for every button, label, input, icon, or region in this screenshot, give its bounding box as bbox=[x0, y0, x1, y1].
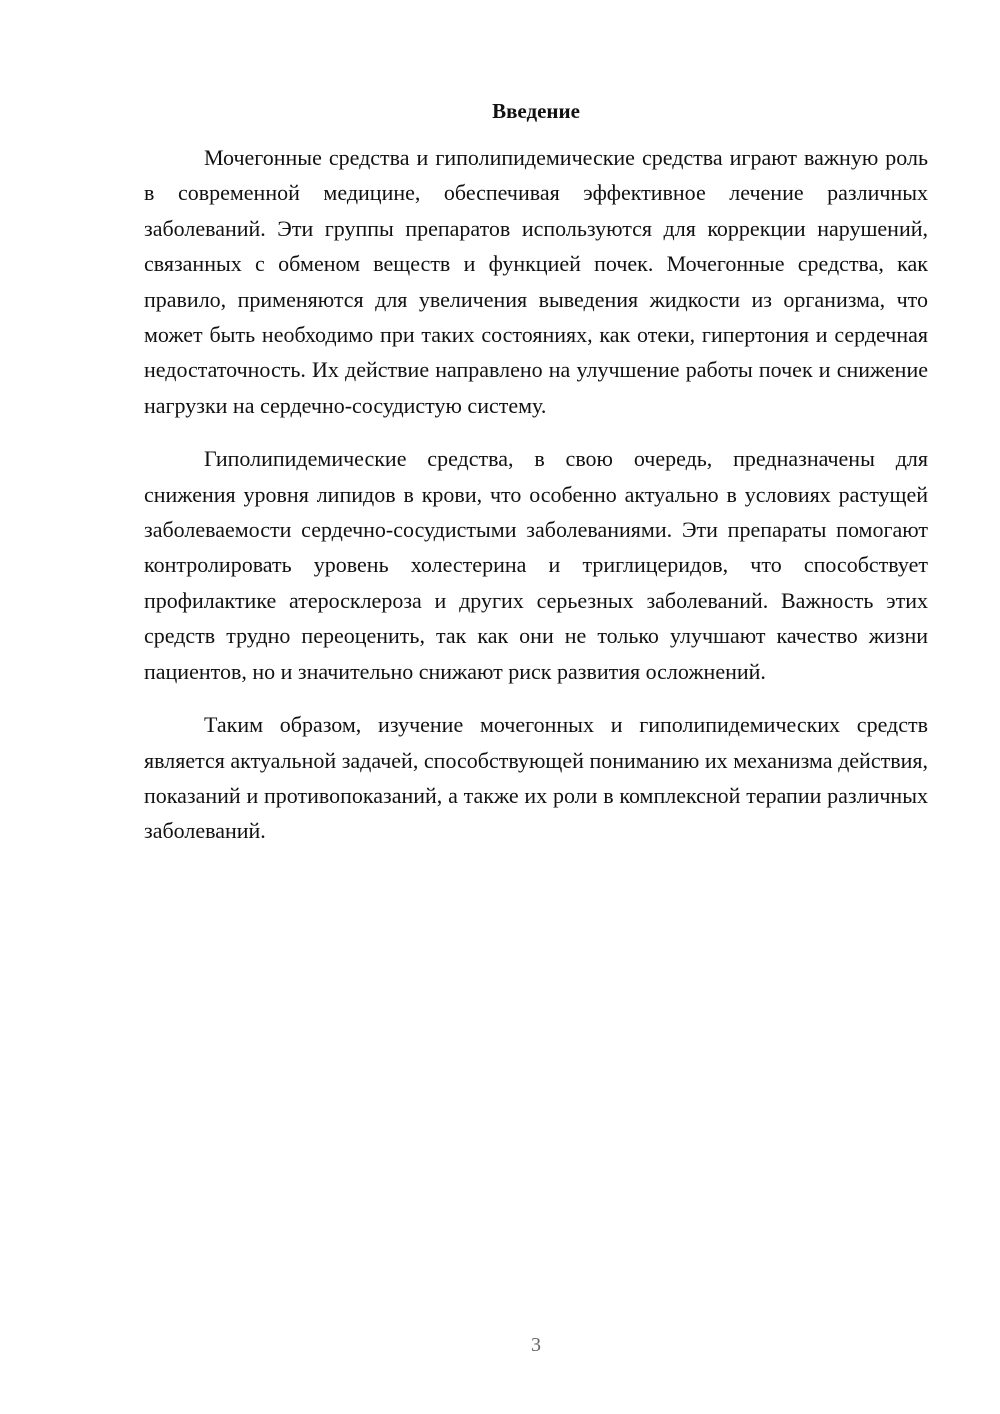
page-number: 3 bbox=[531, 1334, 541, 1356]
page-content bbox=[144, 96, 928, 867]
paragraph-3: Таким образом, изучение мочегонных и гиполипидемических средств является актуальной задачей, способствующей пониманию их механизма действия, показаний и противопоказаний, а также их роли в комплексной терапии различных заболеваний. bbox=[144, 712, 928, 844]
section-title: Введение bbox=[492, 99, 580, 123]
paragraph-1: Мочегонные средства и гиполипидемические средства играют важную роль в современной медицине, обеспечивая эффективное лечение различных заболеваний. Эти группы препаратов используются для коррекции нарушений, связанных с обменом веществ и функцией почек. Мочегонные средства, как правило, применяются для увеличения выведения жидкости из организма, что может быть необходимо при таких состояниях, как отеки, гипертония и сердечная недостаточность. Их действие направлено на улучшение работы почек и снижение нагрузки на сердечно-сосудистую систему. bbox=[144, 145, 928, 418]
paragraph-2: Гиполипидемические средства, в свою очередь, предназначены для снижения уровня липидов в крови, что особенно актуально в условиях растущей заболеваемости сердечно-сосудистыми заболеваниями. Эти препараты помогают контролировать уровень холестерина и триглицеридов, что способствует профилактике атеросклероза и других серьезных заболеваний. Важность этих средств трудно переоценить, так как они не только улучшают качество жизни пациентов, но и значительно снижают риск развития осложнений. bbox=[144, 446, 928, 684]
